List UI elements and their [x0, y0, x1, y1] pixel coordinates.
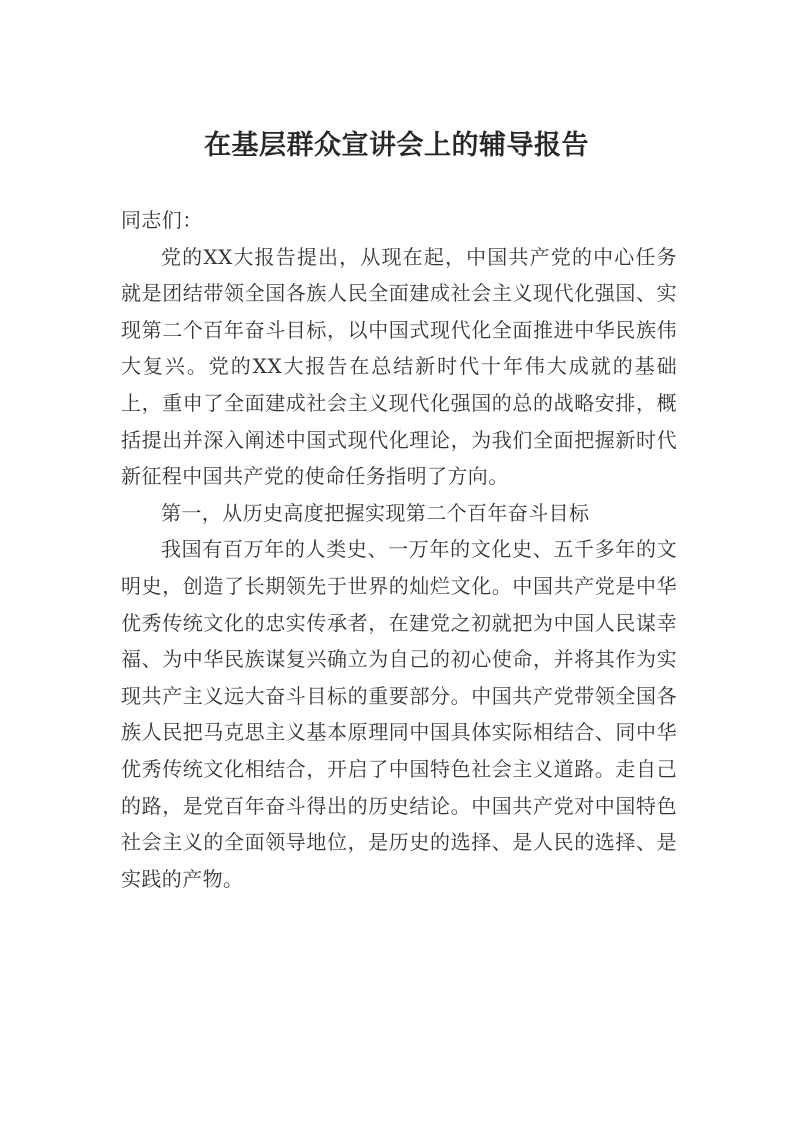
document-body [121, 202, 677, 897]
document-title: 在基层群众宣讲会上的辅导报告 [204, 130, 589, 161]
salutation: 同志们： [121, 208, 203, 232]
section-heading-first: 第一，从历史高度把握实现第二个百年奋斗目标 [161, 500, 590, 525]
paragraph-intro: 党的XX大报告提出，从现在起，中国共产党的中心任务就是团结带领全国各族人民全面建成社会主义现代化强国、实现第二个百年奋斗目标，以中国式现代化全面推进中华民族伟大复兴。党的XX大报告在总结新时代十年伟大成就的基础上，重申了全面建成社会主义现代化强国的总的战略安排，概括提出并深入阐述中国式现代化理论，为我们全面把握新时代新征程中国共产党的使命任务指明了方向。 [121, 244, 677, 489]
paragraph-history: 我国有百万年的人类史、一万年的文化史、五千多年的文明史，创造了长期领先于世界的灿烂文化。中国共产党是中华优秀传统文化的忠实传承者，在建党之初就把为中国人民谋幸福、为中华民族谋复兴确立为自己的初心使命，并将其作为实现共产主义远大奋斗目标的重要部分。中国共产党带领全国各族人民把马克思主义基本原理同中国具体实际相结合、同中华优秀传统文化相结合，开启了中国特色社会主义道路。走自己的路，是党百年奋斗得出的历史结论。中国共产党对中国特色社会主义的全面领导地位，是历史的选择、是人民的选择、是实践的产物。 [121, 537, 677, 891]
